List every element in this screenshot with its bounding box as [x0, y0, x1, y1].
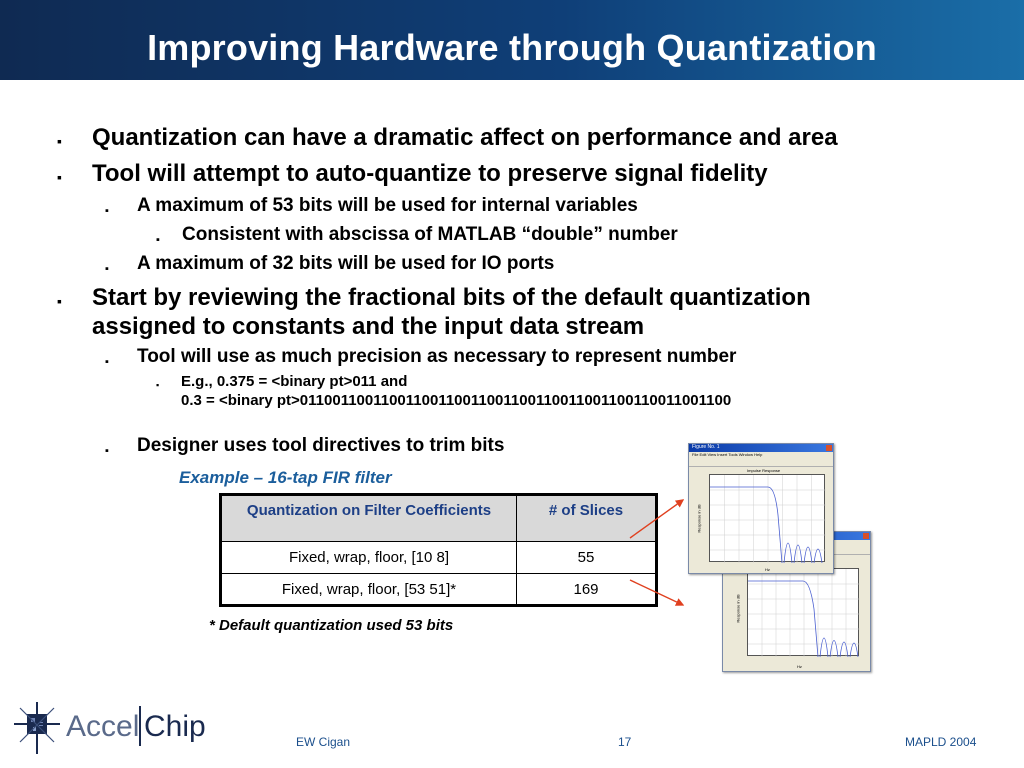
bullet-mark: ▪	[105, 445, 109, 457]
logo-text-chip: Chip	[144, 710, 206, 743]
bullet-text: A maximum of 53 bits will be used for internal variables	[137, 195, 638, 216]
column-header: Quantization on Filter Coefficients	[221, 495, 517, 542]
plot-grid	[710, 475, 826, 563]
quantization-table	[219, 493, 658, 607]
close-icon	[826, 445, 832, 451]
figure-title: Figure No. 1	[692, 444, 720, 450]
table-row	[221, 574, 657, 606]
table-cell: 169	[517, 574, 657, 606]
pointer-arrows	[625, 495, 695, 610]
column-header: # of Slices	[517, 495, 657, 542]
bullet-mark: ▪	[57, 293, 62, 309]
bullet-mark: ▪	[105, 205, 109, 217]
figure-plot-title: Impulse Response	[747, 468, 781, 473]
response-plot	[748, 569, 860, 657]
bullet-mark: ▪	[57, 133, 62, 149]
footnote: * Default quantization used 53 bits	[209, 617, 454, 634]
figure-toolbar	[689, 459, 833, 467]
figure-window-front	[688, 443, 834, 574]
bullet-text-line1: E.g., 0.375 = <binary pt>011 and	[181, 373, 408, 390]
bullet-text: Consistent with abscissa of MATLAB “double” number	[182, 224, 678, 245]
arrow-to-figure-back	[630, 580, 683, 605]
bullet-text-line2: 0.3 = <binary pt>01100110011001100110011001100110011001100110011001100	[181, 392, 732, 409]
footer-author: EW Cigan	[296, 735, 351, 749]
table-cell: Fixed, wrap, floor, [10 8]	[221, 542, 517, 574]
slide-title: Improving Hardware through Quantization	[147, 27, 877, 68]
logo-mark-icon	[12, 700, 62, 756]
example-label: Example – 16-tap FIR filter	[179, 468, 392, 487]
bullet-text: Designer uses tool directives to trim bits	[137, 435, 505, 456]
logo-text-accel: Accel	[66, 710, 140, 743]
figure-xlabel: Hz	[797, 664, 802, 669]
bullet-text: Tool will use as much precision as necessary to represent number	[137, 346, 737, 367]
accelchip-logo	[12, 700, 206, 756]
bullet-mark: ▪	[156, 234, 160, 246]
bullet-text-line2: assigned to constants and the input data stream	[92, 313, 645, 340]
figure-menu: File Edit View Insert Tools Window Help	[692, 452, 763, 457]
footer-event: MAPLD 2004	[905, 735, 977, 749]
figure-titlebar	[689, 444, 833, 452]
bullet-mark: ▪	[156, 380, 160, 390]
logo-divider	[139, 706, 141, 746]
bullet-mark: ▪	[57, 169, 62, 185]
figure-plot-area	[747, 568, 859, 656]
table-cell: Fixed, wrap, floor, [53 51]*	[221, 574, 517, 606]
response-curve	[710, 487, 822, 563]
bullet-mark: ▪	[105, 356, 109, 368]
footer-page-number: 17	[618, 735, 632, 749]
figure-xlabel: Hz	[765, 567, 770, 572]
bullet-text-line1: Start by reviewing the fractional bits of the default quantization	[92, 284, 811, 311]
plot-grid	[748, 569, 860, 657]
title-bar	[0, 0, 1024, 80]
figure-plot-area	[709, 474, 825, 562]
response-plot	[710, 475, 826, 563]
close-icon	[863, 533, 869, 539]
bullet-text: A maximum of 32 bits will be used for IO ports	[137, 253, 555, 274]
table-header-row	[221, 495, 657, 542]
response-curve	[748, 581, 858, 657]
arrow-to-figure-front	[630, 500, 683, 538]
bullet-text: Quantization can have a dramatic affect on performance and area	[92, 124, 838, 151]
table-cell: 55	[517, 542, 657, 574]
bullet-text: Tool will attempt to auto-quantize to preserve signal fidelity	[92, 160, 768, 187]
table-row	[221, 542, 657, 574]
figure-ylabel: Response in dB	[735, 594, 741, 623]
figure-ylabel: Response in dB	[696, 504, 702, 533]
bullet-mark: ▪	[105, 263, 109, 275]
